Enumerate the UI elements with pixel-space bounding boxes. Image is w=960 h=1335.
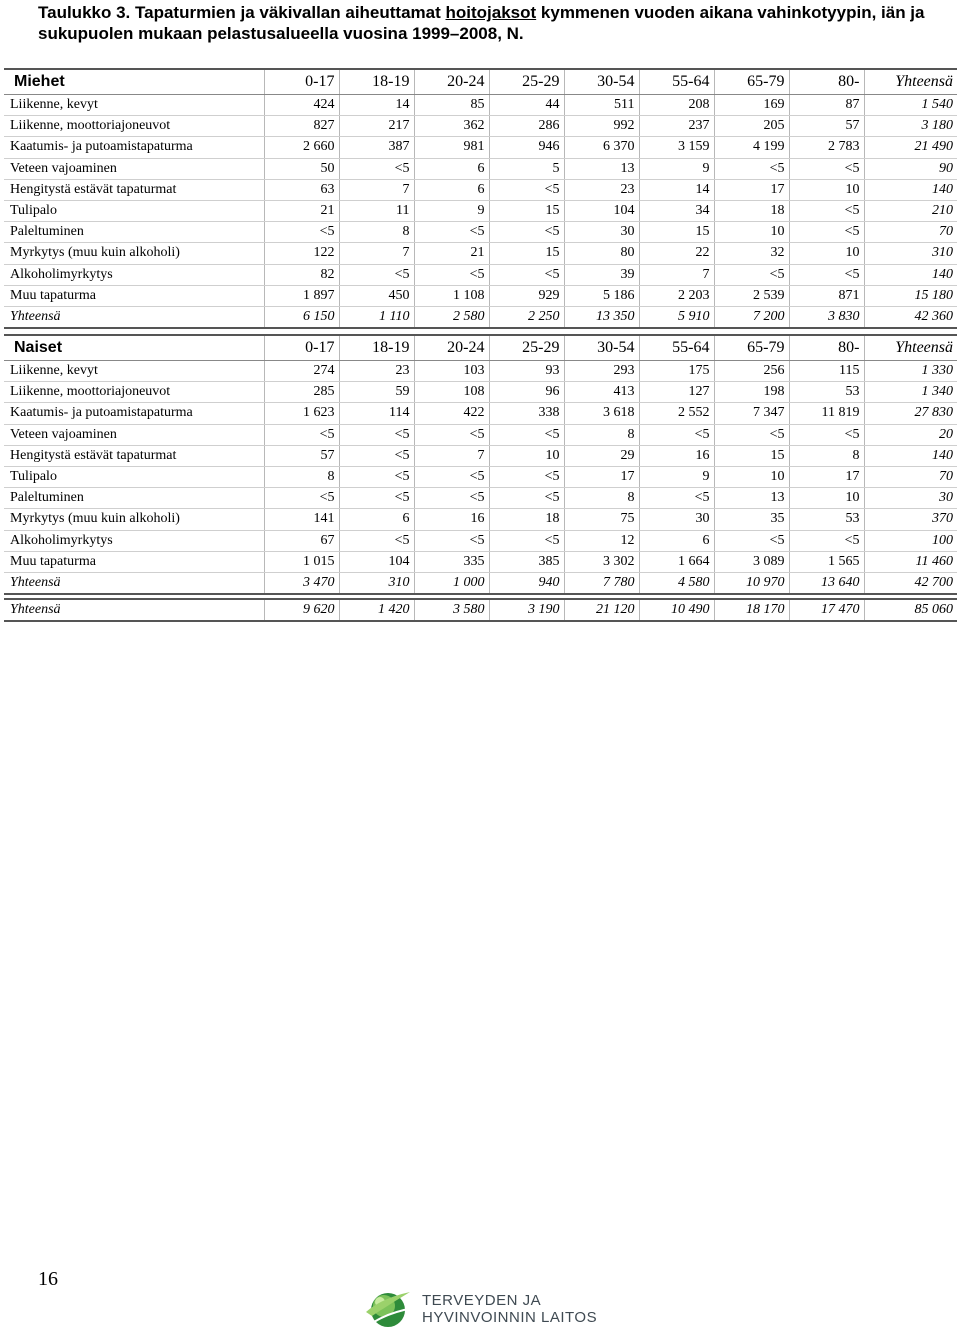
value-cell: <5 [714, 264, 789, 285]
value-cell: <5 [339, 424, 414, 445]
value-cell: 335 [414, 551, 489, 572]
value-cell: 940 [489, 572, 564, 594]
value-cell: <5 [339, 264, 414, 285]
value-cell: 16 [639, 445, 714, 466]
column-header: 25-29 [489, 69, 564, 95]
value-cell: 18 [489, 509, 564, 530]
value-cell: 293 [564, 361, 639, 382]
row-total-cell: 370 [864, 509, 957, 530]
value-cell: 108 [414, 382, 489, 403]
value-cell: 871 [789, 285, 864, 306]
value-cell: <5 [414, 264, 489, 285]
value-cell: 3 830 [789, 306, 864, 328]
column-header: 18-19 [339, 335, 414, 361]
value-cell: 6 [414, 158, 489, 179]
row-total-cell: 3 180 [864, 116, 957, 137]
value-cell: 85 [414, 95, 489, 116]
value-cell: 9 [639, 466, 714, 487]
value-cell: 6 [339, 509, 414, 530]
value-cell: 286 [489, 116, 564, 137]
value-cell: 57 [789, 116, 864, 137]
total-label: Yhteensä [4, 306, 264, 328]
row-total-cell: 210 [864, 200, 957, 221]
value-cell: 992 [564, 116, 639, 137]
value-cell: 1 000 [414, 572, 489, 594]
row-label: Liikenne, moottoriajoneuvot [4, 382, 264, 403]
value-cell: 338 [489, 403, 564, 424]
value-cell: <5 [489, 530, 564, 551]
column-header: 20-24 [414, 335, 489, 361]
value-cell: 34 [639, 200, 714, 221]
column-header: 30-54 [564, 335, 639, 361]
value-cell: 10 [489, 445, 564, 466]
value-cell: 127 [639, 382, 714, 403]
value-cell: 3 618 [564, 403, 639, 424]
total-row [4, 306, 957, 328]
value-cell: 10 970 [714, 572, 789, 594]
value-cell: 827 [264, 116, 339, 137]
section-table-miehet [4, 68, 957, 329]
value-cell: 53 [789, 382, 864, 403]
value-cell: <5 [714, 158, 789, 179]
value-cell: 205 [714, 116, 789, 137]
row-total-cell: 15 180 [864, 285, 957, 306]
value-cell: 59 [339, 382, 414, 403]
value-cell: 5 910 [639, 306, 714, 328]
value-cell: <5 [489, 179, 564, 200]
value-cell: 23 [339, 361, 414, 382]
footer-logo [360, 1282, 660, 1330]
value-cell: 63 [264, 179, 339, 200]
value-cell: <5 [489, 424, 564, 445]
row-label: Hengitystä estävät tapaturmat [4, 179, 264, 200]
value-cell: 1 897 [264, 285, 339, 306]
value-cell: <5 [789, 530, 864, 551]
value-cell: 96 [489, 382, 564, 403]
value-cell: 80 [564, 243, 639, 264]
value-cell: 14 [639, 179, 714, 200]
table-row [4, 424, 957, 445]
column-header-total: Yhteensä [864, 335, 957, 361]
value-cell: 18 [714, 200, 789, 221]
table-row [4, 222, 957, 243]
value-cell: 1 015 [264, 551, 339, 572]
value-cell: <5 [414, 466, 489, 487]
value-cell: 981 [414, 137, 489, 158]
value-cell: 385 [489, 551, 564, 572]
row-total-cell: 30 [864, 488, 957, 509]
value-cell: 82 [264, 264, 339, 285]
value-cell: <5 [489, 222, 564, 243]
table-caption [38, 2, 938, 44]
value-cell: 104 [564, 200, 639, 221]
value-cell: 39 [564, 264, 639, 285]
row-total-cell: 42 360 [864, 306, 957, 328]
value-cell: 5 [489, 158, 564, 179]
value-cell: <5 [789, 158, 864, 179]
column-header: 80- [789, 69, 864, 95]
value-cell: 1 664 [639, 551, 714, 572]
value-cell: 1 623 [264, 403, 339, 424]
value-cell: 10 490 [639, 599, 714, 621]
row-total-cell: 27 830 [864, 403, 957, 424]
row-total-cell: 85 060 [864, 599, 957, 621]
value-cell: <5 [339, 158, 414, 179]
logo-line-2: HYVINVOINNIN LAITOS [422, 1309, 598, 1326]
value-cell: 75 [564, 509, 639, 530]
column-header: 0-17 [264, 335, 339, 361]
column-header: 18-19 [339, 69, 414, 95]
value-cell: <5 [339, 488, 414, 509]
value-cell: 4 199 [714, 137, 789, 158]
value-cell: 2 783 [789, 137, 864, 158]
value-cell: <5 [414, 530, 489, 551]
value-cell: 87 [789, 95, 864, 116]
row-total-cell: 42 700 [864, 572, 957, 594]
value-cell: 387 [339, 137, 414, 158]
row-label: Muu tapaturma [4, 285, 264, 306]
value-cell: 32 [714, 243, 789, 264]
value-cell: 7 780 [564, 572, 639, 594]
value-cell: 8 [264, 466, 339, 487]
value-cell: <5 [264, 424, 339, 445]
value-cell: 208 [639, 95, 714, 116]
value-cell: <5 [789, 264, 864, 285]
row-total-cell: 90 [864, 158, 957, 179]
section-table-naiset [4, 334, 957, 595]
value-cell: 104 [339, 551, 414, 572]
column-header: 30-54 [564, 69, 639, 95]
value-cell: <5 [339, 466, 414, 487]
value-cell: 16 [414, 509, 489, 530]
grand-total-table [4, 598, 957, 622]
value-cell: 1 110 [339, 306, 414, 328]
column-header: 25-29 [489, 335, 564, 361]
value-cell: 2 539 [714, 285, 789, 306]
value-cell: 4 580 [639, 572, 714, 594]
caption-prefix: Taulukko 3. Tapaturmien ja väkivallan aiheuttamat [38, 3, 446, 22]
value-cell: 115 [789, 361, 864, 382]
value-cell: <5 [414, 488, 489, 509]
value-cell: 8 [564, 488, 639, 509]
value-cell: 1 565 [789, 551, 864, 572]
value-cell: 141 [264, 509, 339, 530]
value-cell: <5 [789, 424, 864, 445]
total-label: Yhteensä [4, 599, 264, 621]
table-row [4, 488, 957, 509]
column-header: 65-79 [714, 69, 789, 95]
row-label: Liikenne, kevyt [4, 361, 264, 382]
row-label: Veteen vajoaminen [4, 424, 264, 445]
value-cell: 237 [639, 116, 714, 137]
table-row [4, 243, 957, 264]
row-total-cell: 100 [864, 530, 957, 551]
value-cell: 67 [264, 530, 339, 551]
column-header: 65-79 [714, 335, 789, 361]
value-cell: 114 [339, 403, 414, 424]
value-cell: 310 [339, 572, 414, 594]
value-cell: 2 660 [264, 137, 339, 158]
table-row [4, 137, 957, 158]
value-cell: 5 186 [564, 285, 639, 306]
value-cell: 285 [264, 382, 339, 403]
total-label: Yhteensä [4, 572, 264, 594]
value-cell: 35 [714, 509, 789, 530]
value-cell: 198 [714, 382, 789, 403]
value-cell: 413 [564, 382, 639, 403]
value-cell: 30 [564, 222, 639, 243]
table-row [4, 530, 957, 551]
value-cell: 9 620 [264, 599, 339, 621]
value-cell: 169 [714, 95, 789, 116]
table-row [4, 551, 957, 572]
row-label: Liikenne, kevyt [4, 95, 264, 116]
row-total-cell: 1 340 [864, 382, 957, 403]
caption-suffix: kymmenen vuoden aikana vahinkotyypin, iän ja sukupuolen mukaan pelastusalueella vuosina 1999–2008, N. [38, 3, 925, 43]
table-row [4, 158, 957, 179]
value-cell: <5 [789, 222, 864, 243]
table-row [4, 466, 957, 487]
value-cell: 2 552 [639, 403, 714, 424]
logo-text [422, 1292, 597, 1326]
value-cell: 217 [339, 116, 414, 137]
value-cell: <5 [264, 488, 339, 509]
value-cell: 57 [264, 445, 339, 466]
row-label: Kaatumis- ja putoamistapaturma [4, 403, 264, 424]
value-cell: 2 580 [414, 306, 489, 328]
column-header: 80- [789, 335, 864, 361]
section-title: Miehet [4, 69, 264, 95]
value-cell: <5 [489, 264, 564, 285]
value-cell: 13 350 [564, 306, 639, 328]
value-cell: 450 [339, 285, 414, 306]
value-cell: 7 [414, 445, 489, 466]
value-cell: 7 [639, 264, 714, 285]
row-total-cell: 310 [864, 243, 957, 264]
caption-underlined-term: hoitojaksot [445, 3, 537, 22]
value-cell: 8 [789, 445, 864, 466]
value-cell: 424 [264, 95, 339, 116]
table-row [4, 361, 957, 382]
row-total-cell: 1 330 [864, 361, 957, 382]
total-row [4, 599, 957, 621]
row-label: Muu tapaturma [4, 551, 264, 572]
value-cell: <5 [339, 445, 414, 466]
value-cell: <5 [639, 488, 714, 509]
table-row [4, 179, 957, 200]
value-cell: 17 [789, 466, 864, 487]
total-row [4, 572, 957, 594]
row-label: Myrkytys (muu kuin alkoholi) [4, 509, 264, 530]
row-label: Tulipalo [4, 200, 264, 221]
value-cell: 122 [264, 243, 339, 264]
row-total-cell: 1 540 [864, 95, 957, 116]
row-label: Hengitystä estävät tapaturmat [4, 445, 264, 466]
value-cell: 21 120 [564, 599, 639, 621]
value-cell: 3 580 [414, 599, 489, 621]
value-cell: 1 108 [414, 285, 489, 306]
row-total-cell: 20 [864, 424, 957, 445]
table-row [4, 200, 957, 221]
value-cell: 511 [564, 95, 639, 116]
value-cell: 53 [789, 509, 864, 530]
value-cell: 22 [639, 243, 714, 264]
value-cell: <5 [339, 530, 414, 551]
value-cell: 21 [414, 243, 489, 264]
row-label: Veteen vajoaminen [4, 158, 264, 179]
value-cell: 7 200 [714, 306, 789, 328]
value-cell: 15 [489, 200, 564, 221]
value-cell: <5 [489, 466, 564, 487]
value-cell: 15 [489, 243, 564, 264]
value-cell: 6 [639, 530, 714, 551]
table-row [4, 509, 957, 530]
value-cell: <5 [714, 424, 789, 445]
row-label: Alkoholimyrkytys [4, 530, 264, 551]
value-cell: <5 [789, 200, 864, 221]
value-cell: 13 [714, 488, 789, 509]
value-cell: 10 [714, 466, 789, 487]
value-cell: 50 [264, 158, 339, 179]
value-cell: 2 203 [639, 285, 714, 306]
table-row [4, 445, 957, 466]
row-label: Paleltuminen [4, 488, 264, 509]
value-cell: 7 [339, 179, 414, 200]
value-cell: 9 [414, 200, 489, 221]
row-label: Alkoholimyrkytys [4, 264, 264, 285]
table-row [4, 403, 957, 424]
value-cell: 30 [639, 509, 714, 530]
page-number: 16 [38, 1268, 58, 1290]
value-cell: 362 [414, 116, 489, 137]
value-cell: 29 [564, 445, 639, 466]
value-cell: 10 [789, 243, 864, 264]
value-cell: 929 [489, 285, 564, 306]
value-cell: 7 [339, 243, 414, 264]
value-cell: <5 [639, 424, 714, 445]
column-header: 20-24 [414, 69, 489, 95]
table-row [4, 382, 957, 403]
value-cell: 18 170 [714, 599, 789, 621]
value-cell: 3 470 [264, 572, 339, 594]
row-total-cell: 70 [864, 466, 957, 487]
row-total-cell: 140 [864, 445, 957, 466]
row-total-cell: 11 460 [864, 551, 957, 572]
value-cell: 12 [564, 530, 639, 551]
value-cell: 17 [714, 179, 789, 200]
value-cell: 15 [714, 445, 789, 466]
column-header-total: Yhteensä [864, 69, 957, 95]
value-cell: 8 [339, 222, 414, 243]
row-total-cell: 70 [864, 222, 957, 243]
value-cell: 10 [714, 222, 789, 243]
value-cell: 8 [564, 424, 639, 445]
value-cell: 3 190 [489, 599, 564, 621]
value-cell: 21 [264, 200, 339, 221]
value-cell: 103 [414, 361, 489, 382]
row-label: Kaatumis- ja putoamistapaturma [4, 137, 264, 158]
value-cell: 13 640 [789, 572, 864, 594]
row-label: Liikenne, moottoriajoneuvot [4, 116, 264, 137]
table-row [4, 285, 957, 306]
value-cell: 3 089 [714, 551, 789, 572]
row-total-cell: 140 [864, 264, 957, 285]
value-cell: 10 [789, 488, 864, 509]
value-cell: 256 [714, 361, 789, 382]
value-cell: <5 [489, 488, 564, 509]
value-cell: 6 150 [264, 306, 339, 328]
column-header: 55-64 [639, 335, 714, 361]
value-cell: 44 [489, 95, 564, 116]
value-cell: 3 159 [639, 137, 714, 158]
table-row [4, 116, 957, 137]
header-row [4, 69, 957, 95]
column-header: 0-17 [264, 69, 339, 95]
row-label: Tulipalo [4, 466, 264, 487]
value-cell: <5 [714, 530, 789, 551]
value-cell: 422 [414, 403, 489, 424]
column-header: 55-64 [639, 69, 714, 95]
thl-leaf-logo-icon [360, 1282, 420, 1330]
value-cell: 6 370 [564, 137, 639, 158]
value-cell: 946 [489, 137, 564, 158]
value-cell: 93 [489, 361, 564, 382]
value-cell: <5 [414, 424, 489, 445]
value-cell: 7 347 [714, 403, 789, 424]
value-cell: 17 [564, 466, 639, 487]
row-label: Paleltuminen [4, 222, 264, 243]
logo-line-1: TERVEYDEN JA [422, 1292, 542, 1309]
table-row [4, 264, 957, 285]
value-cell: 11 819 [789, 403, 864, 424]
value-cell: 14 [339, 95, 414, 116]
row-total-cell: 140 [864, 179, 957, 200]
value-cell: 175 [639, 361, 714, 382]
value-cell: 17 470 [789, 599, 864, 621]
value-cell: 9 [639, 158, 714, 179]
value-cell: 1 420 [339, 599, 414, 621]
value-cell: 11 [339, 200, 414, 221]
row-label: Myrkytys (muu kuin alkoholi) [4, 243, 264, 264]
value-cell: <5 [414, 222, 489, 243]
value-cell: 23 [564, 179, 639, 200]
value-cell: 15 [639, 222, 714, 243]
value-cell: <5 [264, 222, 339, 243]
section-title: Naiset [4, 335, 264, 361]
row-total-cell: 21 490 [864, 137, 957, 158]
value-cell: 2 250 [489, 306, 564, 328]
value-cell: 274 [264, 361, 339, 382]
value-cell: 3 302 [564, 551, 639, 572]
table-row [4, 95, 957, 116]
value-cell: 10 [789, 179, 864, 200]
value-cell: 13 [564, 158, 639, 179]
header-row [4, 335, 957, 361]
value-cell: 6 [414, 179, 489, 200]
